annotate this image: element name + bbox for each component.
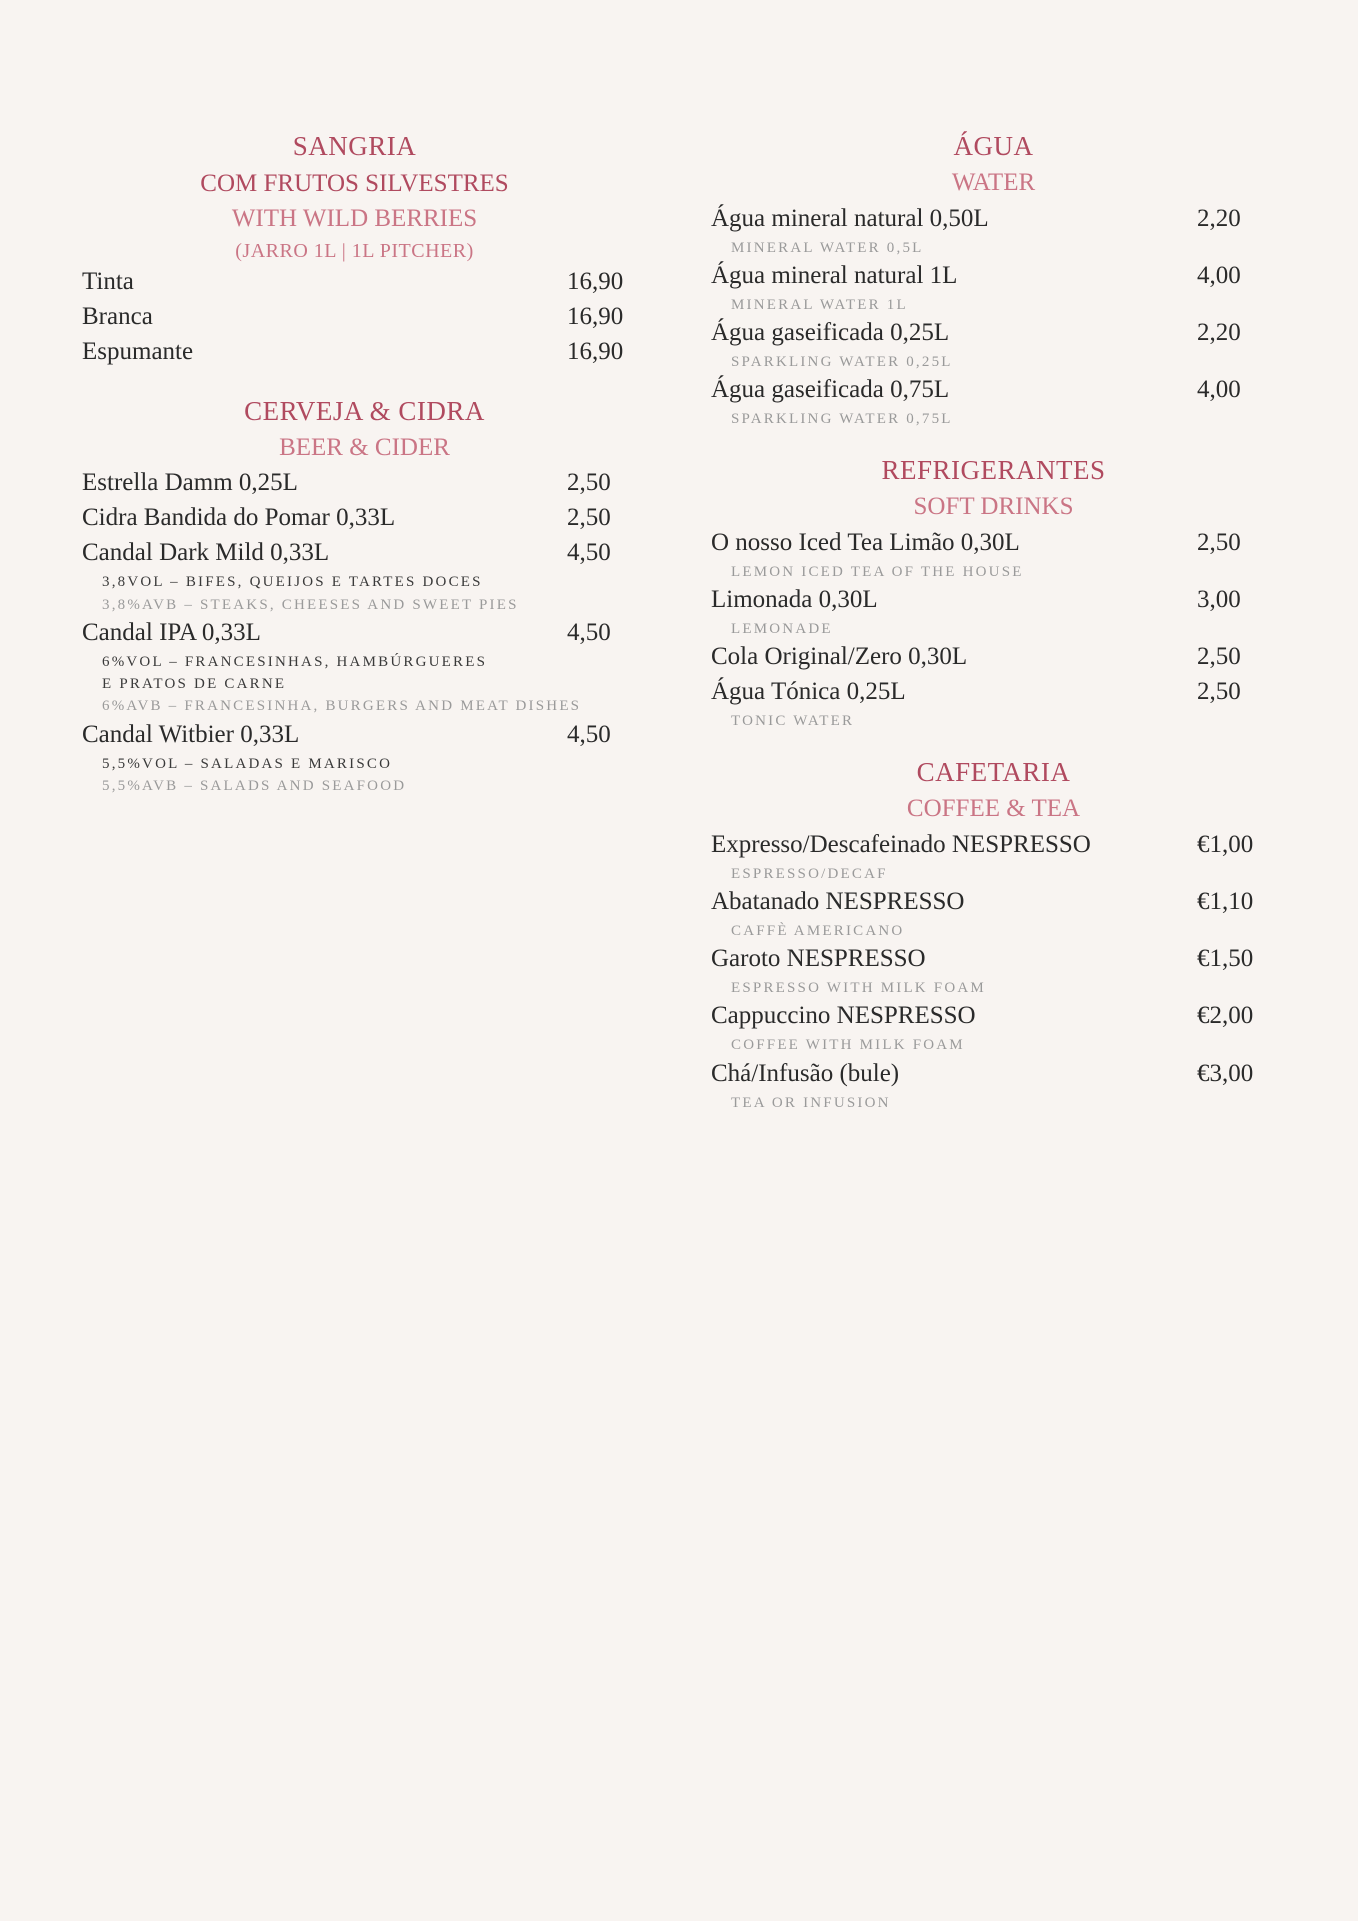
water-item-price: 4,00: [1197, 262, 1241, 289]
water-subtitle: WATER: [951, 169, 1036, 196]
sangria-subtitle-en: WITH WILD BERRIES: [231, 205, 478, 232]
beer-item-price: 2,50: [567, 469, 611, 496]
coffee-item-note: TEA OR INFUSION: [731, 1095, 891, 1111]
water-title: ÁGUA: [953, 131, 1034, 161]
coffee-item-price: €1,10: [1197, 888, 1254, 915]
soft-drink-item-price: 2,50: [1197, 678, 1241, 705]
beer-title: CERVEJA & CIDRA: [244, 396, 485, 426]
coffee-item-price: €1,00: [1197, 831, 1254, 858]
coffee-subtitle: COFFEE & TEA: [906, 795, 1081, 822]
coffee-item-note: COFFEE WITH MILK FOAM: [731, 1037, 965, 1053]
sangria-serving: (JARRO 1L | 1L PITCHER): [235, 240, 474, 262]
beer-item-name: Cidra Bandida do Pomar 0,33L: [82, 504, 396, 531]
beer-item-price: 2,50: [567, 504, 611, 531]
coffee-item-price: €1,50: [1197, 945, 1254, 972]
beer-note-en: 6%AVB – FRANCESINHA, BURGERS AND MEAT DISHES: [102, 698, 582, 714]
sangria-item-name: Tinta: [82, 268, 134, 295]
water-item-name: Água mineral natural 0,50L: [711, 205, 989, 232]
coffee-item-name: Cappuccino NESPRESSO: [711, 1002, 976, 1029]
beer-note-en: 3,8%AVB – STEAKS, CHEESES AND SWEET PIES: [102, 597, 519, 613]
water-item-note: SPARKLING WATER 0,75L: [731, 411, 953, 427]
coffee-item-name: Garoto NESPRESSO: [711, 945, 926, 972]
soft-drink-item-price: 2,50: [1197, 529, 1241, 556]
water-item-note: MINERAL WATER 0,5L: [731, 240, 924, 256]
water-item-name: Água gaseificada 0,25L: [711, 319, 950, 346]
sangria-item-price: 16,90: [567, 303, 624, 330]
beer-item-price: 4,50: [567, 721, 611, 748]
soft-drinks-subtitle: SOFT DRINKS: [913, 493, 1074, 520]
beer-item-name: Candal Dark Mild 0,33L: [82, 539, 330, 566]
beer-subtitle: BEER & CIDER: [279, 434, 450, 461]
sangria-item-name: Espumante: [82, 338, 194, 365]
beer-note-en: 5,5%AVB – SALADS AND SEAFOOD: [102, 778, 407, 794]
soft-drink-item-name: Limonada 0,30L: [711, 586, 878, 613]
coffee-item-note: ESPRESSO/DECAF: [731, 866, 888, 882]
beer-note-pt: 3,8VOL – BIFES, QUEIJOS E TARTES DOCES: [102, 574, 483, 590]
soft-drink-item-name: O nosso Iced Tea Limão 0,30L: [711, 529, 1020, 556]
beer-item-name: Candal Witbier 0,33L: [82, 721, 300, 748]
beer-note-pt: 5,5%VOL – SALADAS E MARISCO: [102, 756, 393, 772]
soft-drink-item-price: 2,50: [1197, 643, 1241, 670]
soft-drink-item-price: 3,00: [1197, 586, 1241, 613]
beer-item-price: 4,50: [567, 619, 611, 646]
coffee-item-note: CAFFÈ AMERICANO: [731, 923, 905, 939]
soft-drink-item-name: Água Tónica 0,25L: [711, 678, 906, 705]
beer-item-name: Estrella Damm 0,25L: [82, 469, 298, 496]
water-item-name: Água gaseificada 0,75L: [711, 376, 950, 403]
water-item-name: Água mineral natural 1L: [711, 262, 958, 289]
coffee-item-name: Chá/Infusão (bule): [711, 1060, 900, 1087]
beer-note-pt: 6%VOL – FRANCESINHAS, HAMBÚRGUERES: [102, 654, 488, 670]
coffee-item-note: ESPRESSO WITH MILK FOAM: [731, 980, 986, 996]
coffee-item-price: €3,00: [1197, 1060, 1254, 1087]
water-item-price: 2,20: [1197, 205, 1241, 232]
soft-drink-item-name: Cola Original/Zero 0,30L: [711, 643, 968, 670]
sangria-item-price: 16,90: [567, 338, 624, 365]
soft-drink-item-note: LEMONADE: [731, 621, 833, 637]
sangria-item-name: Branca: [82, 303, 153, 330]
coffee-title: CAFETARIA: [916, 757, 1071, 787]
water-item-note: MINERAL WATER 1L: [731, 297, 908, 313]
soft-drink-item-note: TONIC WATER: [731, 713, 855, 729]
coffee-item-name: Abatanado NESPRESSO: [711, 888, 965, 915]
water-item-price: 4,00: [1197, 376, 1241, 403]
soft-drinks-title: REFRIGERANTES: [881, 455, 1106, 485]
beer-item-name: Candal IPA 0,33L: [82, 619, 261, 646]
coffee-item-name: Expresso/Descafeinado NESPRESSO: [711, 831, 1091, 858]
water-item-price: 2,20: [1197, 319, 1241, 346]
soft-drink-item-note: LEMON ICED TEA OF THE HOUSE: [731, 564, 1024, 580]
beer-item-price: 4,50: [567, 539, 611, 566]
beer-note-pt-line2: E PRATOS DE CARNE: [102, 676, 287, 692]
sangria-item-price: 16,90: [567, 268, 624, 295]
sangria-subtitle-pt: COM FRUTOS SILVESTRES: [200, 170, 509, 197]
water-item-note: SPARKLING WATER 0,25L: [731, 354, 953, 370]
sangria-title: SANGRIA: [292, 131, 417, 161]
coffee-item-price: €2,00: [1197, 1002, 1254, 1029]
